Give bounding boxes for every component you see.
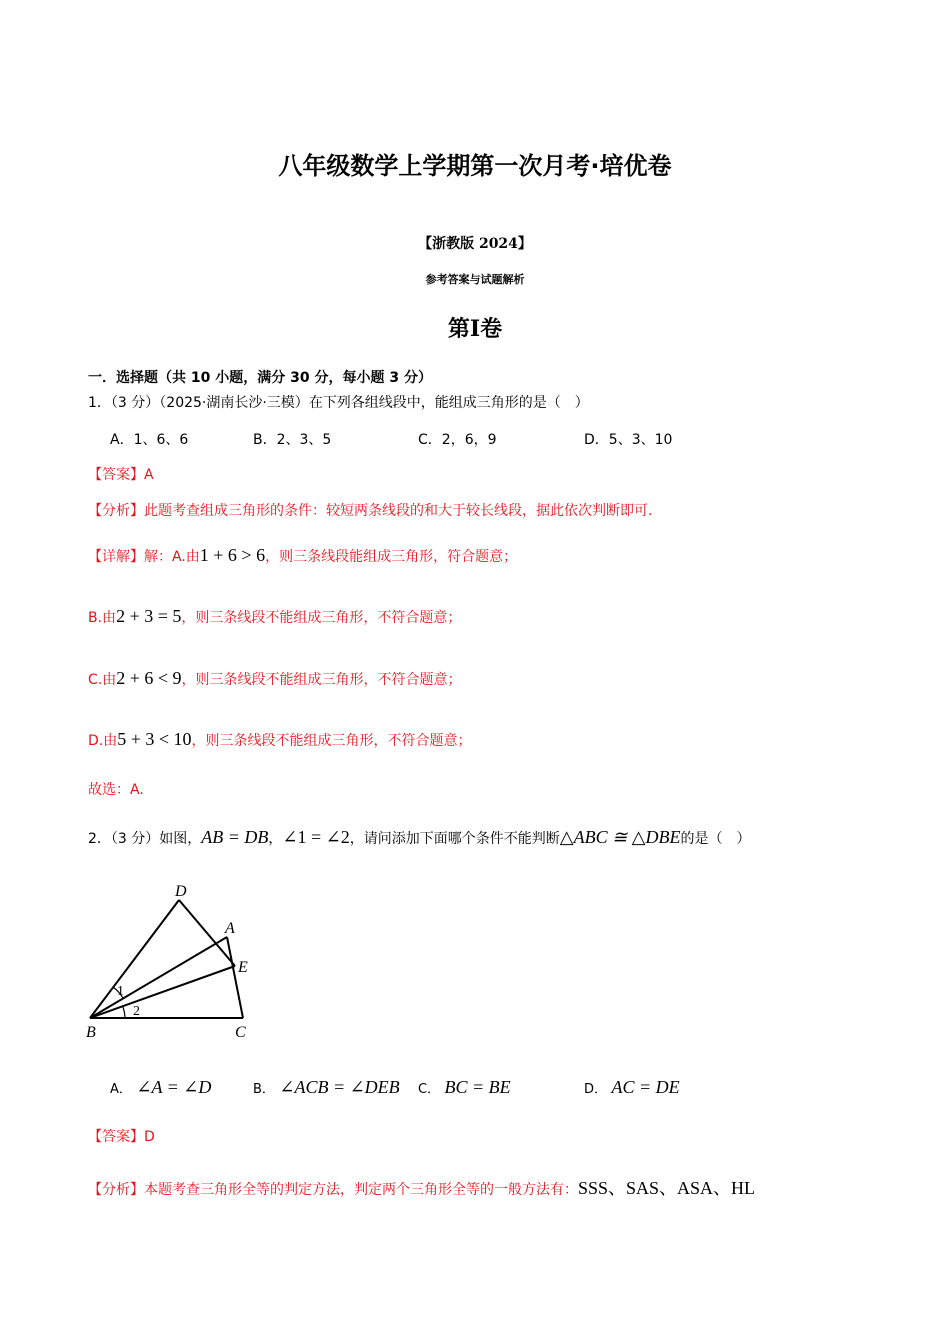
label-B: B — [86, 1024, 96, 1041]
label-A: A — [225, 920, 235, 937]
q1-detail-b: B.由2 + 3 = 5，则三条线段不能组成三角形，不符合题意； — [88, 606, 462, 626]
label-D: D — [175, 883, 187, 900]
q2-option-d: D． AC = DE — [584, 1077, 680, 1097]
q1-conclusion: 故选：A. — [88, 782, 144, 798]
segment-BA — [90, 937, 227, 1018]
edition-label: 【浙教版 2024】 — [418, 236, 532, 252]
angle-2-arc — [123, 1007, 125, 1018]
q2-analysis: 【分析】本题考查三角形全等的判定方法，判定两个三角形全等的一般方法有：SSS、SAS、ASA、HL — [88, 1178, 756, 1198]
question-number: 1． — [88, 395, 111, 411]
segment-BE — [90, 966, 235, 1018]
q2-option-b: B． ∠ACB = ∠DEB — [253, 1077, 400, 1097]
q1-detail-a: 【详解】解：A.由1 + 6 > 6，则三条线段能组成三角形，符合题意； — [88, 545, 518, 565]
q1-option-b: B．2、3、5 — [253, 432, 332, 448]
volume-heading: 第Ⅰ卷 — [447, 316, 503, 342]
segment-AC — [227, 937, 243, 1018]
question-text: 在下列各组线段中，能组成三角形的是（ ） — [308, 395, 589, 411]
q1-detail-d: D.由5 + 3 < 10，则三条线段不能组成三角形，不符合题意； — [88, 729, 472, 749]
question-2-stem: 2．（3 分）如图，AB = DB，∠1 = ∠2，请问添加下面哪个条件不能判断△ABC ≅ △DBE的是（ ） — [88, 827, 751, 847]
q1-option-d: D．5、3、10 — [584, 432, 673, 448]
q1-option-c: C．2，6，9 — [418, 432, 497, 448]
section-heading: 一．选择题（共 10 小题，满分 30 分，每小题 3 分） — [88, 370, 432, 386]
q1-analysis: 【分析】此题考查组成三角形的条件：较短两条线段的和大于较长线段，据此依次判断即可. — [88, 503, 653, 519]
q1-detail-c: C.由2 + 6 < 9，则三条线段不能组成三角形，不符合题意； — [88, 668, 462, 688]
label-angle-1: 1 — [117, 984, 124, 999]
label-C: C — [235, 1024, 246, 1041]
q2-answer: 【答案】D — [88, 1129, 155, 1145]
q2-option-c: C． BC = BE — [418, 1077, 511, 1097]
triangle-figure — [80, 875, 270, 1045]
question-1-stem — [88, 392, 589, 412]
q2-option-a: A． ∠A = ∠D — [110, 1077, 212, 1097]
label-E: E — [238, 959, 248, 976]
question-points: （3 分） — [110, 395, 160, 411]
document-title: 八年级数学上学期第一次月考·培优卷 — [278, 152, 672, 180]
subtitle: 参考答案与试题解析 — [425, 273, 525, 286]
q1-answer: 【答案】A — [88, 467, 154, 483]
question-source: （2025·湖南长沙·三模） — [159, 395, 309, 411]
q1-option-a: A．1、6、6 — [110, 432, 189, 448]
label-angle-2: 2 — [133, 1004, 140, 1019]
segment-BD — [90, 900, 179, 1018]
